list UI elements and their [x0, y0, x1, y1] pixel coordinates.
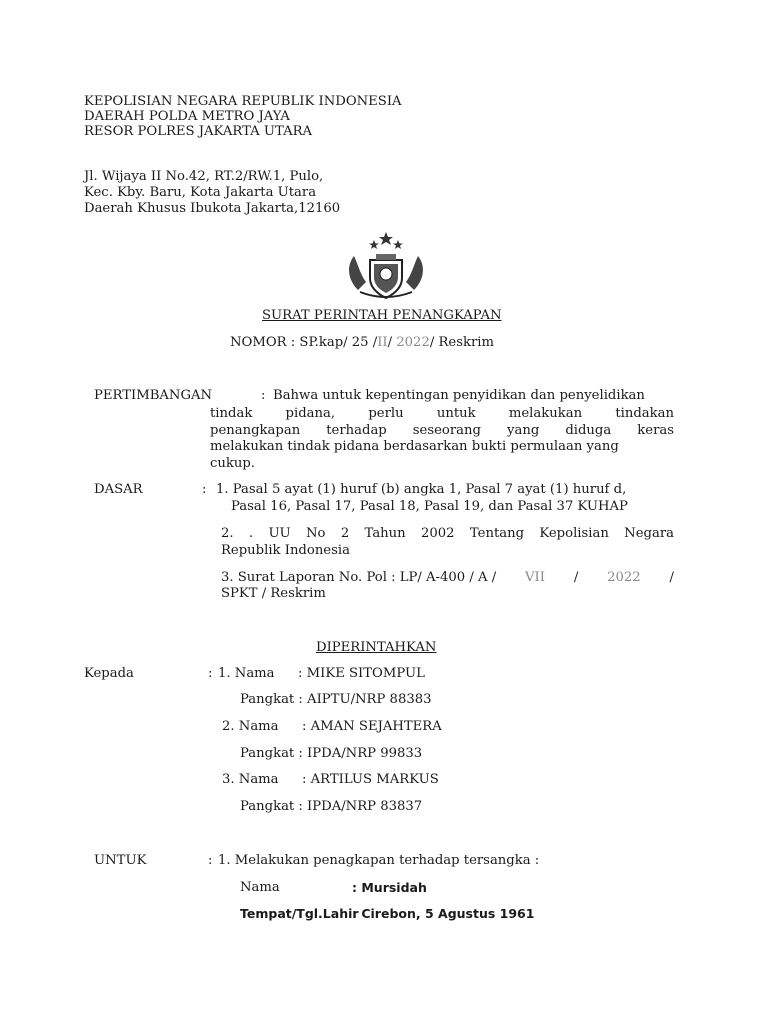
suspect-birth-value: : Cirebon, 5 Agustus 1961 [352, 906, 535, 921]
suspect-name-value: : Mursidah [352, 880, 427, 895]
dasar-item-3-month: VII [525, 570, 545, 585]
nomor-prefix: NOMOR : SP.kap/ 25 / [230, 335, 378, 350]
address-line-2: Kec. Kby. Baru, Kota Jakarta Utara [84, 185, 317, 200]
diperintahkan-heading: DIPERINTAHKAN [316, 640, 437, 655]
pertimbangan-line-2: tindak pidana, perlu untuk melakukan tindakan [210, 406, 674, 421]
pertimbangan-line-3: penangkapan terhadap seseorang yang diduga keras [210, 423, 674, 438]
dasar-item-2-line-2: Republik Indonesia [221, 543, 350, 558]
officer-2-num: 2. Nama [222, 719, 279, 734]
nomor-year: 2022 [396, 335, 430, 350]
dasar-item-3-year: 2022 [607, 570, 641, 585]
header-line-3: RESOR POLRES JAKARTA UTARA [84, 124, 313, 139]
dasar-item-3-prefix: 3. Surat Laporan No. Pol : LP/ A-400 / A / [221, 570, 497, 585]
dasar-item-2-line-1: 2. . UU No 2 Tahun 2002 Tentang Kepolisian Negara [221, 526, 674, 541]
pertimbangan-label: PERTIMBANGAN [94, 388, 213, 403]
dasar-item-3-end: / [669, 570, 674, 585]
address-line-1: Jl. Wijaya II No.42, RT.2/RW.1, Pulo, [84, 169, 324, 184]
dasar-item-3-line-2: SPKT / Reskrim [221, 586, 326, 601]
document-title: SURAT PERINTAH PENANGKAPAN [262, 308, 502, 323]
untuk-item-1: 1. Melakukan penagkapan terhadap tersangka : [218, 853, 540, 868]
officer-1-name: : MIKE SITOMPUL [298, 666, 425, 681]
dasar-item-3-sep: / [573, 570, 579, 585]
header-line-1: KEPOLISIAN NEGARA REPUBLIK INDONESIA [84, 94, 402, 109]
address-line-3: Daerah Khusus Ibukota Jakarta,12160 [84, 201, 341, 216]
kepada-colon: : [208, 666, 213, 681]
dasar-item-3-line-1 [221, 570, 674, 585]
dasar-colon: : [202, 482, 207, 497]
kepada-label: Kepada [84, 666, 134, 681]
suspect-birth-label: Tempat/Tgl.Lahir [240, 906, 359, 921]
officer-2-rank: Pangkat : IPDA/NRP 99833 [240, 746, 423, 761]
pertimbangan-line-5: cukup. [210, 456, 255, 471]
untuk-label: UNTUK [94, 853, 147, 868]
nomor-suffix: / Reskrim [429, 335, 494, 350]
officer-2-name: : AMAN SEJAHTERA [302, 719, 442, 734]
nomor-month: II [377, 335, 388, 350]
suspect-name-label: Nama [240, 880, 280, 895]
dasar-label: DASAR [94, 482, 143, 497]
untuk-colon: : [208, 853, 213, 868]
dasar-item-1-line-1: 1. Pasal 5 ayat (1) huruf (b) angka 1, Pasal 7 ayat (1) huruf d, [216, 482, 627, 497]
document-number [230, 335, 494, 350]
header-line-2: DAERAH POLDA METRO JAYA [84, 109, 290, 124]
officer-3-rank: Pangkat : IPDA/NRP 83837 [240, 799, 423, 814]
dasar-item-1-line-2: Pasal 16, Pasal 17, Pasal 18, Pasal 19, dan Pasal 37 KUHAP [231, 499, 628, 514]
nomor-sep: / [387, 335, 393, 350]
officer-1-num: 1. Nama [218, 666, 275, 681]
police-emblem-icon [340, 230, 432, 302]
officer-1-rank: Pangkat : AIPTU/NRP 88383 [240, 692, 432, 707]
officer-3-name: : ARTILUS MARKUS [302, 772, 439, 787]
pertimbangan-line-4: melakukan tindak pidana berdasarkan bukti permulaan yang [210, 439, 619, 454]
pertimbangan-colon: : [261, 388, 266, 403]
pertimbangan-line-1: Bahwa untuk kepentingan penyidikan dan penyelidikan [273, 388, 645, 403]
officer-3-num: 3. Nama [222, 772, 279, 787]
